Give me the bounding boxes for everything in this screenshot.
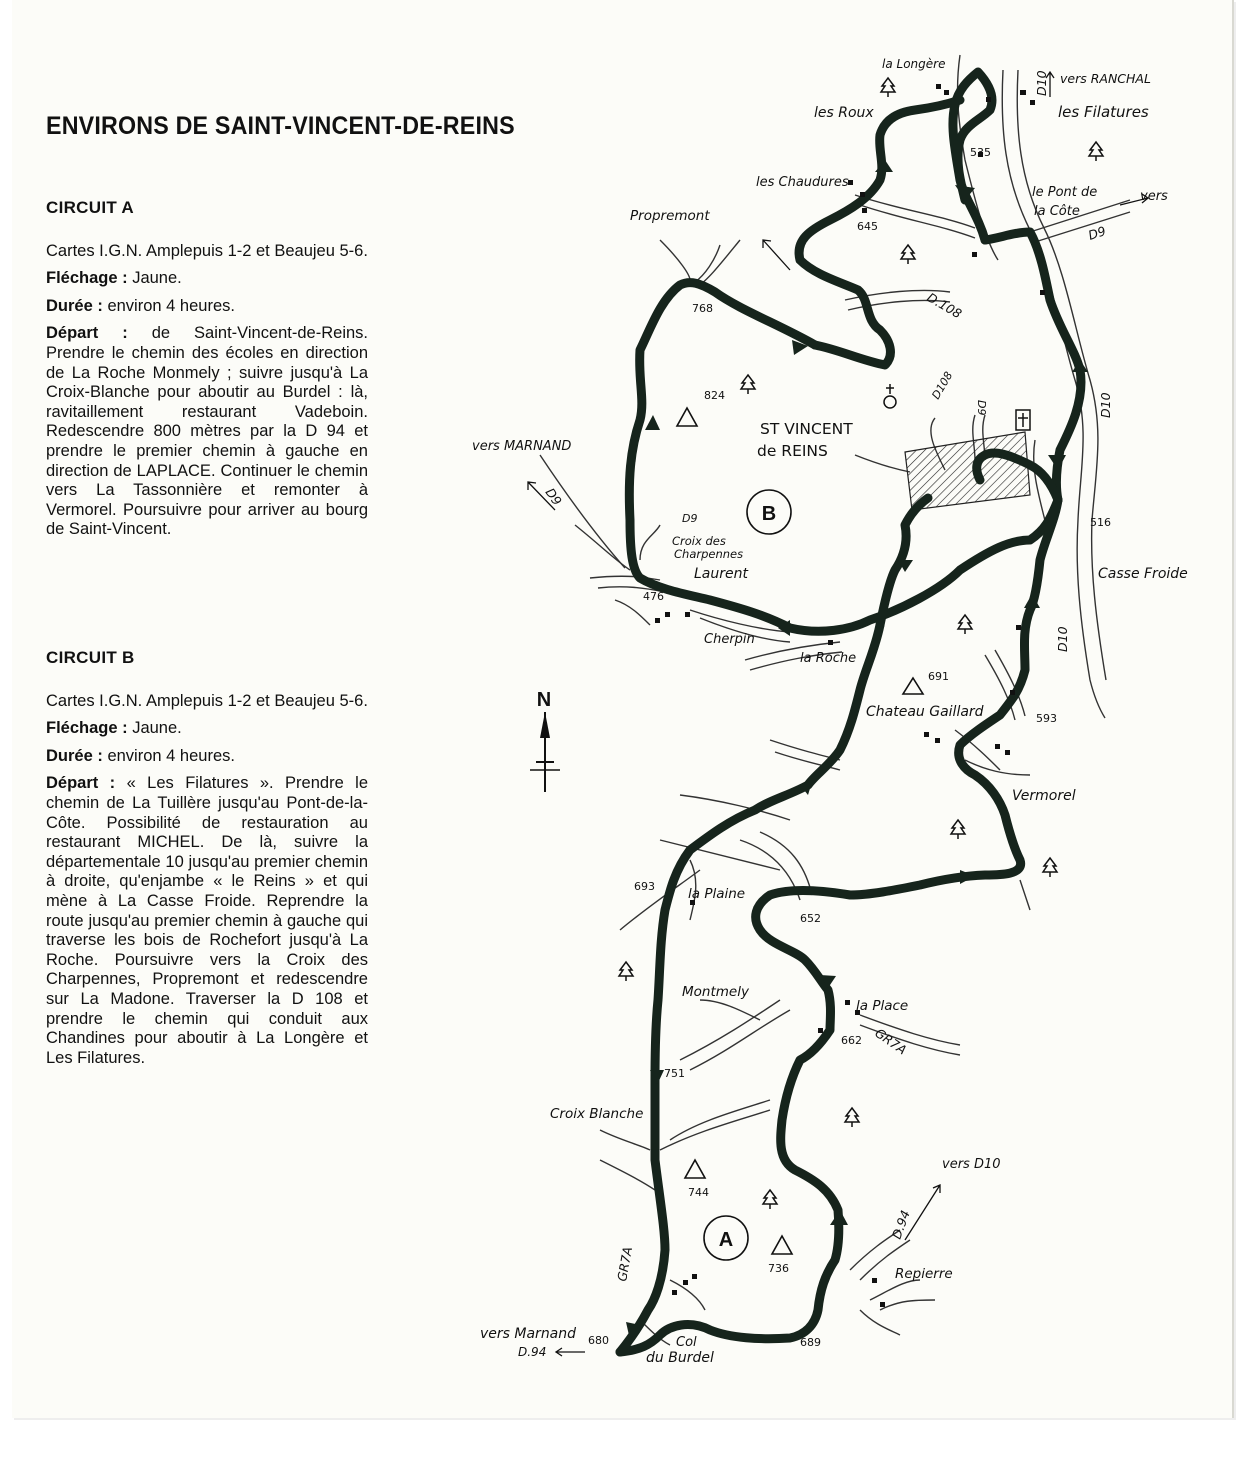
place-st-vincent: ST VINCENT [760,420,853,438]
altitude-768: 768 [692,302,713,315]
duree-label: Durée : [46,746,103,765]
summit-triangle-icon [677,408,697,426]
altitude-662: 662 [841,1034,862,1047]
tree-icon [958,615,972,634]
flechage-value: Jaune. [132,719,182,738]
place-le-pont-de: le Pont de [1032,185,1098,200]
place-la-longere: la Longère [882,57,946,71]
place-montmely: Montmely [682,984,749,1000]
altitude-689: 689 [800,1336,821,1349]
altitude-593: 593 [1036,712,1057,725]
depart-value: de Saint-Vincent-de-Reins. Prendre le chemin des écoles en direction de La Roche Monmely ; suivre jusqu'à La Croix-Blanche pour aboutir au Burdel : là, ravitaillement restaurant Vadeboin. Redescendre 800 mètres par la D 94 et prendre le premier chemin à gauche en direction de LAPLACE. Continuer le chemin vers La Tassonnière et remonter à Vermorel. Poursuivre pour arriver au bourg de Saint-Vincent. [46,324,368,539]
summit-triangle-icon [772,1236,792,1254]
place-repierre: Repierre [895,1266,953,1282]
place-charpennes: Charpennes [674,547,744,561]
circuit-b-heading: CIRCUIT B [46,648,135,667]
direction-arrow [830,1210,848,1225]
place-vers-marnand-top: vers MARNAND [472,439,572,454]
tree-icon [763,1190,777,1209]
flechage-value: Jaune. [132,269,182,288]
altitude-824: 824 [704,389,725,402]
tree-icon [951,820,965,839]
altitude-535: 535 [970,146,991,159]
altitude-736: 736 [768,1262,789,1275]
place-les-chaudures: les Chaudures [756,175,849,190]
road-d10-top: D10 [1034,70,1049,96]
circuit-a-heading: CIRCUIT A [46,198,135,217]
tree-icon [1043,858,1057,877]
route-arrows [626,160,1088,1340]
place-vers-marnand-bottom: vers Marnand [480,1326,577,1342]
place-vers-d10: vers D10 [942,1157,1001,1172]
place-vers: vers [1140,189,1168,204]
tree-icon [741,375,755,394]
road-d9-small: D9 [682,512,698,525]
altitude-476: 476 [643,590,664,603]
place-la-plaine: la Plaine [688,886,746,902]
tree-icon [845,1108,859,1127]
altitude-680: 680 [588,1334,609,1347]
altitude-652: 652 [800,912,821,925]
circuit-a-label: A [718,1229,734,1251]
place-d94-bottom: D.94 [518,1345,547,1359]
place-la-cote: la Côte [1034,204,1080,219]
place-les-roux: les Roux [814,105,874,121]
depart-value: « Les Filatures ». Prendre le chemin de La Tuillère jusqu'au Pont-de-la-Côte. Possibilité de restauration au restaurant MICHEL. De là, suivre la départementale 10 jusqu'au premier chemin à droite, qu'enjambe « le Reins » et qui mène à La Casse Froide. Reprendre la route jusqu'au premier chemin à gauche qui traverse les bois de Rochefort jusqu'à La Roche. Poursuivre vers la Croix des Charpennes, Propremont et redescendre sur La Madone. Traverser la D 108 et prendre le chemin qui conduit aux Chandines pour aboutir à La Longère et Les Filatures. [46,774,368,1067]
place-casse-froide: Casse Froide [1098,566,1188,582]
place-la-roche: la Roche [800,651,857,666]
duree-value: environ 4 heures. [107,296,235,315]
altitude-516: 516 [1090,516,1111,529]
place-vermorel: Vermorel [1012,788,1076,804]
circuit-b-cartes: Cartes I.G.N. Amplepuis 1-2 et Beaujeu 5-6. [46,691,368,710]
tree-icon [619,962,633,981]
altitude-751: 751 [664,1067,685,1080]
church-icon [1016,410,1030,430]
place-croix-blanche: Croix Blanche [550,1106,644,1122]
tree-icon [1089,142,1103,161]
road-d108-vert: D108 [929,369,956,402]
road-gr7a-mid: GR7A [872,1025,910,1058]
road-d108: D.108 [924,289,965,322]
depart-label: Départ : [46,324,128,343]
circuit-b-label: B [761,503,777,525]
place-vers-ranchal: vers RANCHAL [1060,71,1151,86]
place-chateau-gaillard: Chateau Gaillard [866,704,984,720]
place-la-place: la Place [856,998,909,1014]
chapel-icon [884,384,896,408]
road-d10-right: D10 [1098,392,1113,418]
altitude-labels [588,146,1111,1349]
page-title: ENVIRONS DE SAINT-VINCENT-DE-REINS [46,112,515,140]
circuit-routes [620,72,1081,1352]
north-arrow [530,689,560,792]
road-d9-vert: D9 [975,400,988,416]
building-markers [655,84,1045,1307]
place-de-reins: de REINS [757,442,828,460]
flechage-label: Fléchage : [46,269,128,288]
road-gr7a-low: GR7A [614,1245,636,1283]
altitude-744: 744 [688,1186,709,1199]
altitude-693: 693 [634,880,655,893]
summit-triangle-icon [685,1160,705,1178]
tree-icon [901,245,915,264]
duree-label: Durée : [46,296,103,315]
depart-label: Départ : [46,774,116,793]
duree-value: environ 4 heures. [107,746,235,765]
road-d10-lower: D10 [1055,626,1070,652]
place-du-burdel: du Burdel [646,1350,714,1366]
tree-icon [881,78,895,97]
direction-arrow [645,415,660,430]
north-label: N [536,689,552,711]
place-labels [472,57,1188,1366]
place-les-filatures: les Filatures [1058,103,1149,121]
direction-arrow [1048,455,1066,470]
place-laurent: Laurent [694,566,748,582]
road-d94: D.94 [888,1208,913,1242]
road-d9-left: D9 [542,485,565,509]
altitude-645: 645 [857,220,878,233]
summit-triangle-icon [903,678,923,694]
place-propremont: Propremont [630,208,710,224]
place-col: Col [676,1335,697,1350]
flechage-label: Fléchage : [46,719,128,738]
road-d9-top: D9 [1086,223,1108,243]
circuit-a-cartes: Cartes I.G.N. Amplepuis 1-2 et Beaujeu 5-6. [46,241,368,260]
religious-symbols [884,384,1030,430]
place-croix-des: Croix des [672,534,726,548]
place-cherpin: Cherpin [704,632,755,647]
altitude-691: 691 [928,670,949,683]
